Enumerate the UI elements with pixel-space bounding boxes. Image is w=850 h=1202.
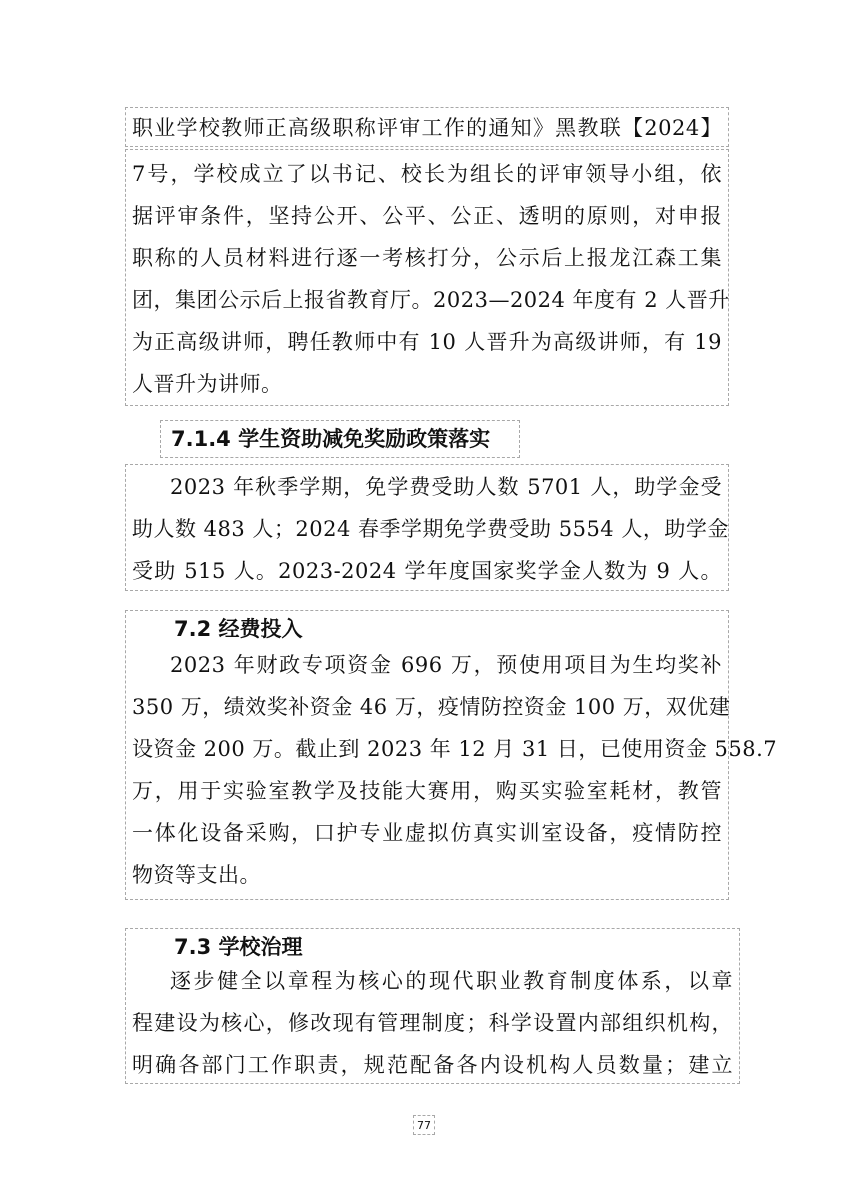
text-line: 为正高级讲师，聘任教师中有 10 人晋升为高级讲师，有 19 [132,330,722,354]
text-line: 逐步健全以章程为核心的现代职业教育制度体系，以章 [170,969,733,993]
text-line: 人晋升为讲师。 [132,372,283,396]
text-block-p1-first-line [125,107,729,147]
text-line: 350 万，绩效奖补资金 46 万，疫情防控资金 100 万，双优建 [132,695,731,719]
text-line: 明确各部门工作职责，规范配备各内设机构人员数量；建立 [132,1053,733,1077]
text-block-p2 [125,464,729,591]
text-line: 受助 515 人。2023-2024 学年度国家奖学金人数为 9 人。 [132,559,722,583]
text-line: 设资金 200 万。截止到 2023 年 12 月 31 日，已使用资金 558.7 [132,737,778,761]
text-line: 职业学校教师正高级职称评审工作的通知》黑教联【2024】 [132,116,722,140]
text-line: 一体化设备采购，口护专业虚拟仿真实训室设备，疫情防控 [132,821,722,845]
section-heading-7-1-4-box [160,420,520,458]
text-block-p1 [125,149,729,406]
section-heading-7-1-4: 7.1.4 学生资助减免奖励政策落实 [171,427,491,451]
text-line: 7号，学校成立了以书记、校长为组长的评审领导小组，依 [132,162,722,186]
text-line: 据评审条件，坚持公开、公平、公正、透明的原则，对申报 [132,204,722,228]
section-heading-7-2: 7.2 经费投入 [174,617,303,641]
text-line: 助人数 483 人；2024 春季学期免学费受助 5554 人，助学金 [132,517,729,541]
text-line: 程建设为核心，修改现有管理制度；科学设置内部组织机构， [132,1011,733,1035]
text-line: 职称的人员材料进行逐一考核打分，公示后上报龙江森工集 [132,246,722,270]
text-line: 2023 年秋季学期，免学费受助人数 5701 人，助学金受 [170,475,722,499]
section-heading-7-3: 7.3 学校治理 [174,935,303,959]
text-line: 2023 年财政专项资金 696 万，预使用项目为生均奖补 [170,653,722,677]
text-line: 万，用于实验室教学及技能大赛用，购买实验室耗材，教管 [132,779,722,803]
page-number: 77 [413,1115,435,1135]
text-block-p3 [125,610,778,900]
text-line: 团，集团公示后上报省教育厅。2023—2024 年度有 2 人晋升 [132,288,730,312]
text-block-p4 [125,928,740,1084]
text-line: 物资等支出。 [132,863,261,887]
